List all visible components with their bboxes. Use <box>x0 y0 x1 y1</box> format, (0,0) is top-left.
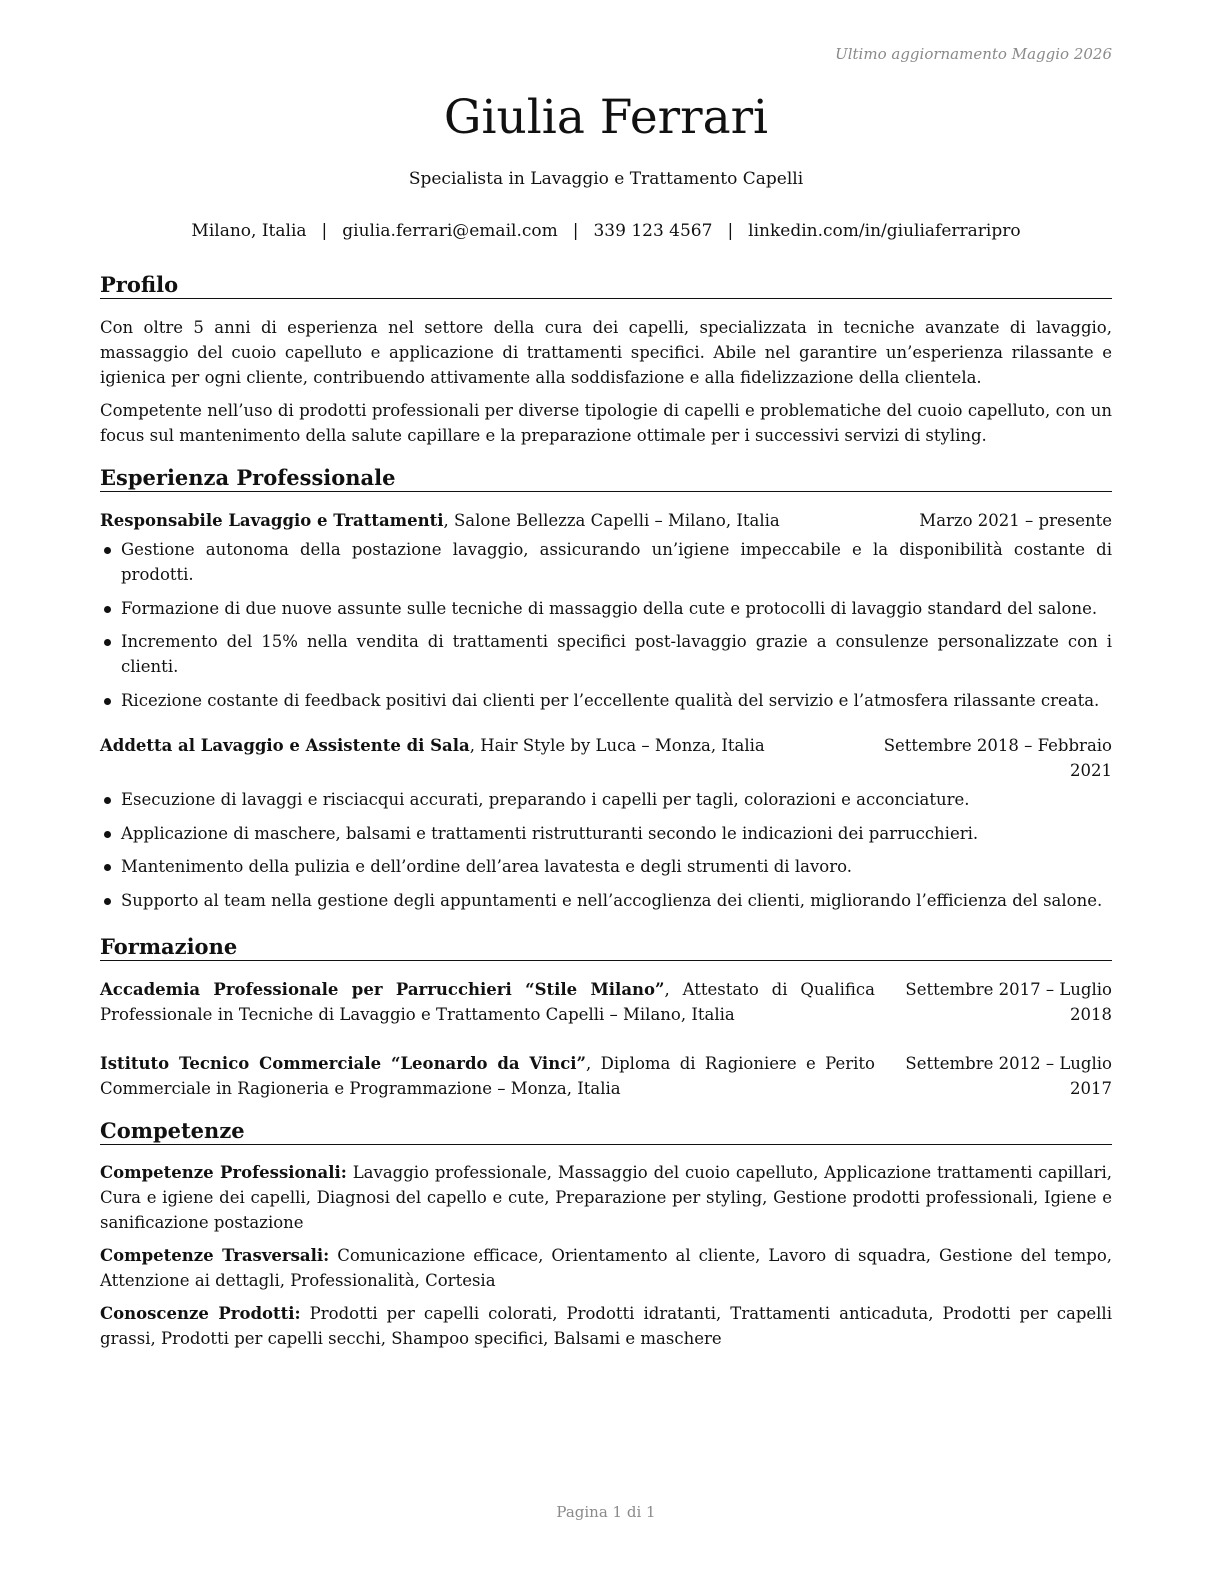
resume-page <box>100 0 1112 1584</box>
education-entry <box>100 1051 1112 1101</box>
skills-text: Lavaggio professionale, Massaggio del cuoio capelluto, Applicazione trattamenti capillari, Cura e igiene dei capelli, Diagnosi del capello e cute, Preparazione per styling, Gestione prodotti professionali, Igiene e sanificazione postazione <box>100 1163 1112 1232</box>
skills-group <box>100 1160 1112 1235</box>
contact-separator: | <box>321 221 328 241</box>
job-bullets <box>100 787 1112 913</box>
list-item: Supporto al team nella gestione degli appuntamenti e nell’accoglienza dei clienti, migliorando l’efficienza del salone. <box>100 888 1112 913</box>
candidate-title: Specialista in Lavaggio e Trattamento Capelli <box>408 169 804 189</box>
profile-paragraph: Con oltre 5 anni di esperienza nel settore della cura dei capelli, specializzata in tecniche avanzate di lavaggio, massaggio del cuoio capelluto e applicazione di trattamenti specifici. Abile nel garantire un’esperienza rilassante e igienica per ogni cliente, contribuendo attivamente alla soddisfazione e alla fidelizzazione della clientela. <box>100 318 1112 387</box>
job-entry <box>100 508 1112 721</box>
contact-phone: 339 123 4567 <box>593 221 713 241</box>
job-dates: Settembre 2018 – Febbraio 2021 <box>883 736 1112 780</box>
profile-paragraph: Competente nell’uso di prodotti professionali per diverse tipologie di capelli e problematiche del cuoio capelluto, con un focus sul mantenimento della salute capillare e la preparazione ottimale per i successivi servizi di styling. <box>100 401 1112 445</box>
skills-label: Conoscenze Prodotti: <box>100 1304 301 1323</box>
skills-group <box>100 1301 1112 1351</box>
list-item: Incremento del 15% nella vendita di trattamenti specifici post-lavaggio grazie a consulenze personalizzate con i clienti. <box>100 629 1112 679</box>
list-item: Applicazione di maschere, balsami e trattamenti ristrutturanti secondo le indicazioni dei parrucchieri. <box>100 821 1112 846</box>
education-detail: , Attestato di Qualifica Professionale in Tecniche di Lavaggio e Trattamento Capelli – Milano, Italia <box>100 980 875 1024</box>
education-header <box>100 1051 1112 1101</box>
job-role: Responsabile Lavaggio e Trattamenti <box>100 511 444 530</box>
job-header <box>100 733 1112 783</box>
job-company: , Hair Style by Luca – Monza, Italia <box>469 736 765 755</box>
contact-line <box>100 220 1112 242</box>
skills-label: Competenze Trasversali: <box>100 1246 330 1265</box>
last-updated: Ultimo aggiornamento Maggio 2026 <box>835 45 1112 63</box>
section-heading-experience: Esperienza Professionale <box>100 465 1112 492</box>
list-item: Formazione di due nuove assunte sulle tecniche di massaggio della cute e protocolli di lavaggio standard del salone. <box>100 596 1112 621</box>
contact-separator: | <box>572 221 579 241</box>
skills-text: Comunicazione efficace, Orientamento al cliente, Lavoro di squadra, Gestione del tempo, Attenzione ai dettagli, Professionalità, Cortesia <box>100 1246 1112 1290</box>
education-dates: Settembre 2017 – Luglio 2018 <box>905 980 1112 1024</box>
job-header <box>100 508 1112 533</box>
skills-label: Competenze Professionali: <box>100 1163 347 1182</box>
education-detail: , Diploma di Ragioniere e Perito Commerciale in Ragioneria e Programmazione – Monza, Italia <box>100 1054 875 1098</box>
education-school: Istituto Tecnico Commerciale “Leonardo da Vinci” <box>100 1054 587 1073</box>
section-heading-skills: Competenze <box>100 1118 1112 1145</box>
contact-email[interactable]: giulia.ferrari@email.com <box>342 221 558 241</box>
skills-group <box>100 1243 1112 1293</box>
list-item: Ricezione costante di feedback positivi dai clienti per l’eccellente qualità del servizio e l’atmosfera rilassante creata. <box>100 688 1112 713</box>
page-number: Pagina 1 di 1 <box>556 1503 656 1521</box>
list-item: Mantenimento della pulizia e dell’ordine dell’area lavatesta e degli strumenti di lavoro. <box>100 854 1112 879</box>
job-entry <box>100 733 1112 921</box>
candidate-name: Giulia Ferrari <box>443 90 769 145</box>
section-heading-profile: Profilo <box>100 272 1112 299</box>
list-item: Gestione autonoma della postazione lavaggio, assicurando un’igiene impeccabile e la disponibilità costante di prodotti. <box>100 537 1112 587</box>
job-dates: Marzo 2021 – presente <box>919 511 1112 530</box>
education-dates: Settembre 2012 – Luglio 2017 <box>905 1054 1112 1098</box>
section-heading-education: Formazione <box>100 934 1112 961</box>
education-header <box>100 977 1112 1027</box>
education-entry <box>100 977 1112 1027</box>
skills-text: Prodotti per capelli colorati, Prodotti idratanti, Trattamenti anticaduta, Prodotti per capelli grassi, Prodotti per capelli secchi, Shampoo specifici, Balsami e maschere <box>100 1304 1112 1348</box>
profile-section <box>100 315 1112 456</box>
list-item: Esecuzione di lavaggi e risciacqui accurati, preparando i capelli per tagli, colorazioni e acconciature. <box>100 787 1112 812</box>
job-bullets <box>100 537 1112 713</box>
contact-separator: | <box>727 221 734 241</box>
education-school: Accademia Professionale per Parrucchieri “Stile Milano” <box>100 980 665 999</box>
job-role: Addetta al Lavaggio e Assistente di Sala <box>100 736 470 755</box>
contact-linkedin[interactable]: linkedin.com/in/giuliaferraripro <box>748 221 1021 241</box>
skills-section <box>100 1160 1112 1359</box>
job-company: , Salone Bellezza Capelli – Milano, Italia <box>443 511 780 530</box>
contact-location: Milano, Italia <box>191 221 307 241</box>
